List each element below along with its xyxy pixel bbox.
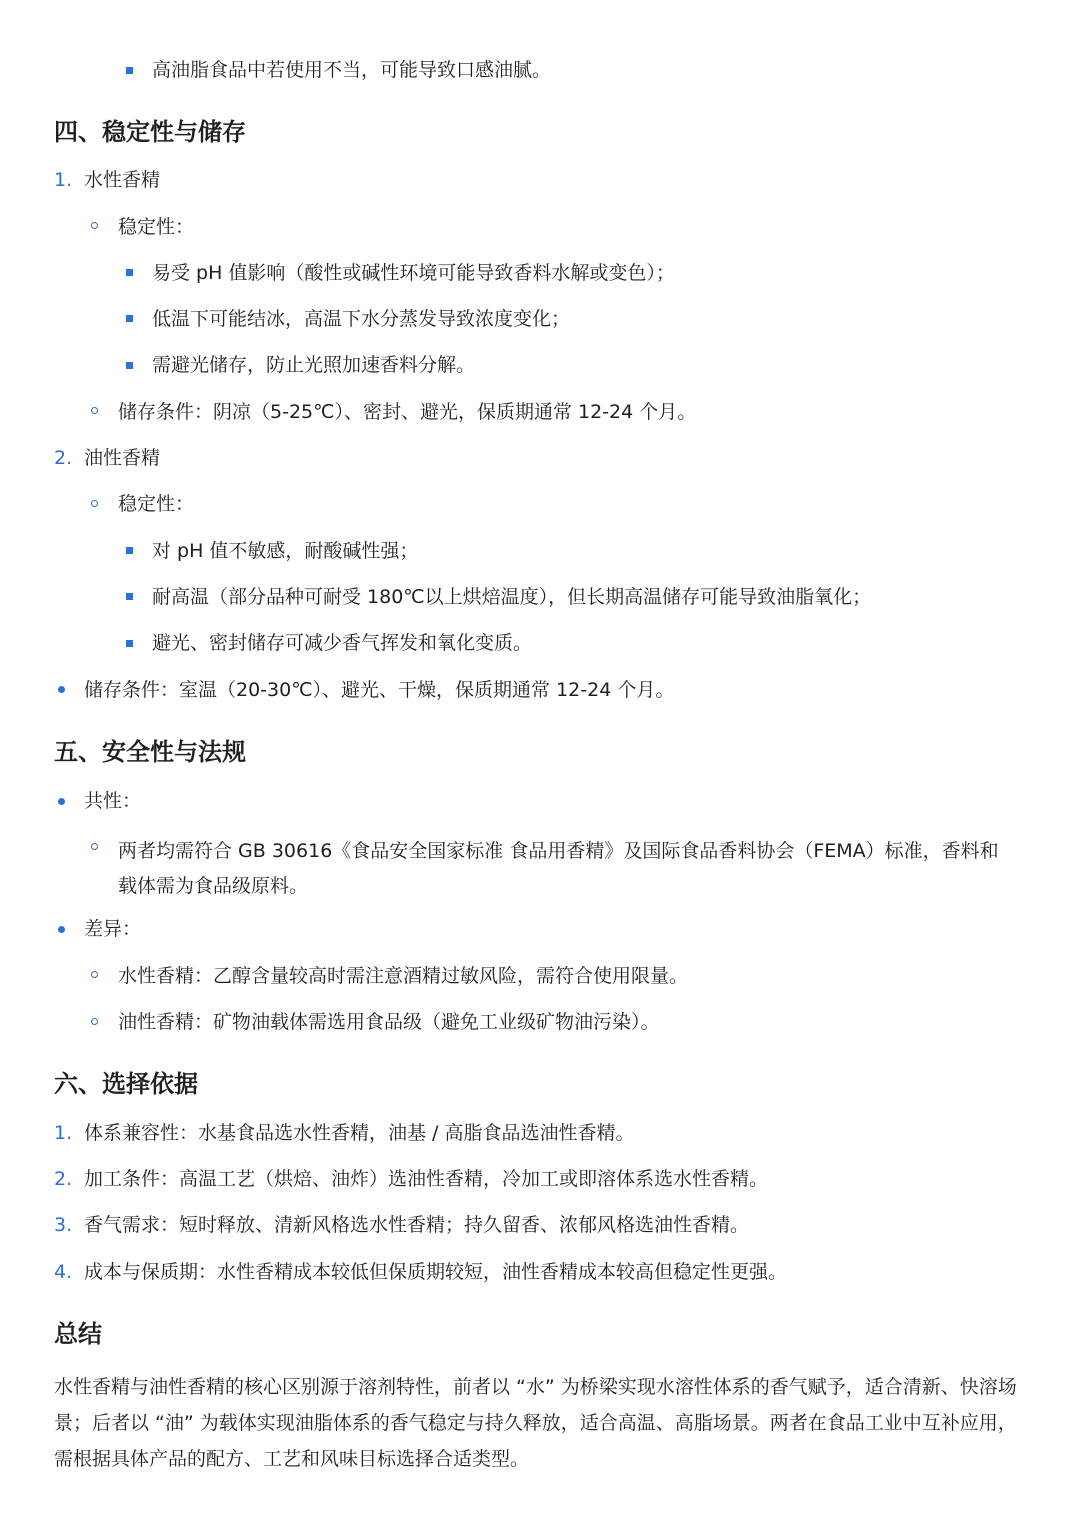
circle-bullet-icon — [91, 500, 98, 507]
circle-bullet-icon — [91, 407, 98, 414]
summary-paragraph: 水性香精与油性香精的核心区别源于溶剂特性，前者以 “水” 为桥梁实现水溶性体系的香气赋予，适合清新、快溶场景；后者以 “油” 为载体实现油脂体系的香气稳定与持久释放，适合高温、高脂场景。两者在食品工业中互补应用，需根据具体产品的配方、工艺和风味目标选择合适类型。 — [54, 1376, 1017, 1470]
list-item-title: 油性香精 — [84, 447, 161, 469]
section-heading-stability: 四、稳定性与储存 — [54, 118, 246, 146]
square-bullet-icon — [126, 362, 133, 369]
list-number: 1. — [54, 1122, 73, 1144]
list-item: 易受 pH 值影响（酸性或碱性环境可能导致香料水解或变色）； — [152, 262, 675, 284]
list-item: 低温下可能结冰，高温下水分蒸发导致浓度变化； — [152, 308, 571, 330]
list-number: 2. — [54, 1168, 73, 1190]
list-item-title: 水性香精 — [84, 169, 161, 191]
section-heading-selection: 六、选择依据 — [54, 1070, 198, 1098]
square-bullet-icon — [126, 593, 133, 600]
dot-bullet-icon — [58, 798, 65, 805]
list-item: 水性香精：乙醇含量较高时需注意酒精过敏风险，需符合使用限量。 — [118, 965, 689, 987]
list-item: 耐高温（部分品种可耐受 180℃以上烘焙温度），但长期高温储存可能导致油脂氧化； — [152, 586, 872, 608]
list-item: 香气需求：短时释放、清新风格选水性香精；持久留香、浓郁风格选油性香精。 — [84, 1214, 750, 1236]
list-item: 差异： — [84, 918, 142, 940]
list-item: 高油脂食品中若使用不当，可能导致口感油腻。 — [152, 59, 552, 81]
list-item: 储存条件：室温（20-30℃）、避光、干燥，保质期通常 12-24 个月。 — [84, 679, 675, 701]
list-number: 4. — [54, 1261, 73, 1283]
square-bullet-icon — [126, 547, 133, 554]
list-item: 稳定性： — [118, 216, 195, 238]
square-bullet-icon — [126, 269, 133, 276]
section-heading-safety: 五、安全性与法规 — [54, 738, 246, 766]
list-item: 避光、密封储存可减少香气挥发和氧化变质。 — [152, 632, 533, 654]
square-bullet-icon — [126, 67, 133, 74]
circle-bullet-icon — [91, 222, 98, 229]
section-heading-summary: 总结 — [54, 1320, 102, 1348]
circle-bullet-icon — [91, 1018, 98, 1025]
list-number: 2. — [54, 447, 73, 469]
list-item: 对 pH 值不敏感，耐酸碱性强； — [152, 540, 419, 562]
list-item: 共性： — [84, 790, 142, 812]
list-item: 两者均需符合 GB 30616《食品安全国家标准 食品用香精》及国际食品香料协会（FEMA）标准，香料和载体需为食品级原料。 — [118, 840, 999, 897]
list-item: 需避光储存，防止光照加速香料分解。 — [152, 354, 476, 376]
list-item: 稳定性： — [118, 493, 195, 515]
list-number: 1. — [54, 169, 73, 191]
dot-bullet-icon — [58, 686, 65, 693]
circle-bullet-icon — [91, 971, 98, 978]
dot-bullet-icon — [58, 926, 65, 933]
list-item: 体系兼容性：水基食品选水性香精，油基 / 高脂食品选油性香精。 — [84, 1122, 635, 1144]
circle-bullet-icon — [91, 843, 98, 850]
list-number: 3. — [54, 1214, 73, 1236]
list-item: 储存条件：阴凉（5-25℃）、密封、避光，保质期通常 12-24 个月。 — [118, 401, 697, 423]
square-bullet-icon — [126, 315, 133, 322]
list-item: 加工条件：高温工艺（烘焙、油炸）选油性香精，冷加工或即溶体系选水性香精。 — [84, 1168, 769, 1190]
square-bullet-icon — [126, 640, 133, 647]
list-item: 成本与保质期：水性香精成本较低但保质期较短，油性香精成本较高但稳定性更强。 — [84, 1261, 788, 1283]
list-item: 油性香精：矿物油载体需选用食品级（避免工业级矿物油污染）。 — [118, 1011, 660, 1033]
